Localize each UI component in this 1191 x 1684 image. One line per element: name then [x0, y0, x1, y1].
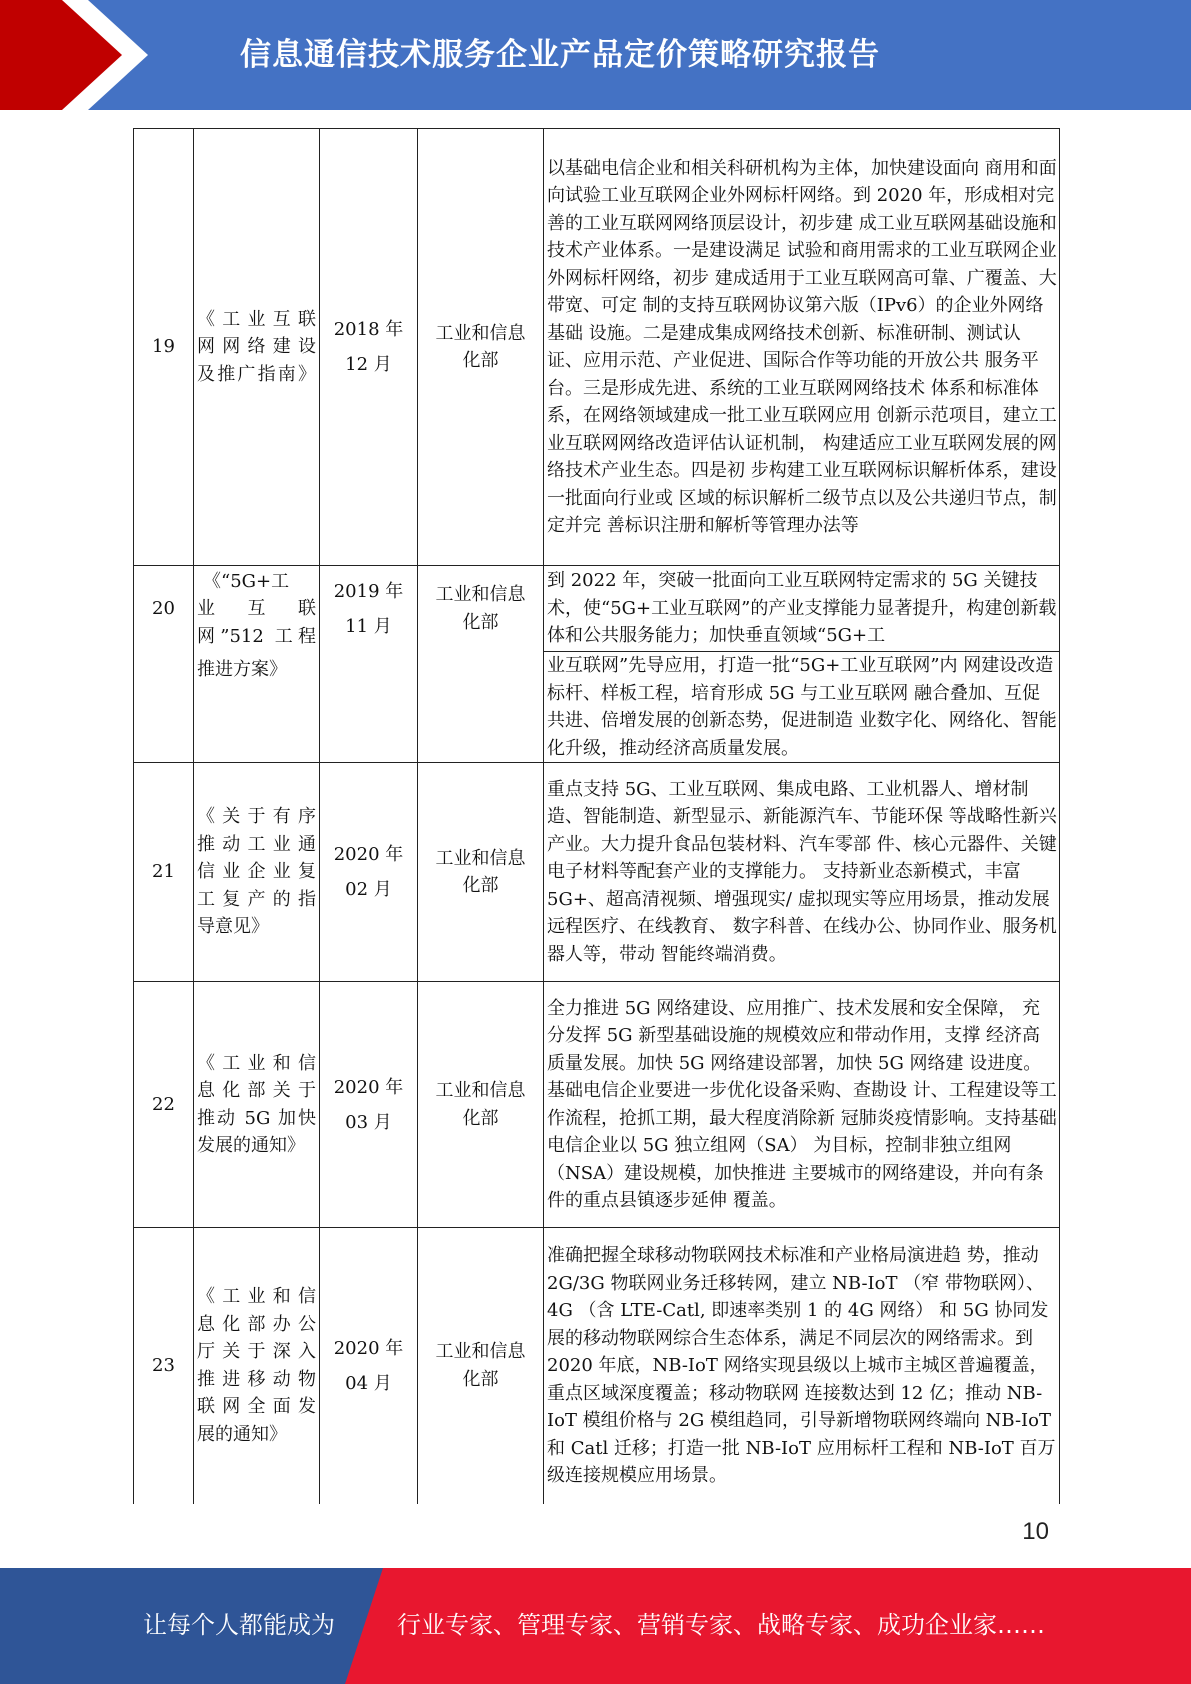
issue-date: [320, 763, 418, 982]
policy-name: [194, 652, 320, 763]
row-number: 22: [134, 982, 194, 1228]
policy-name-line: 及推广指南》: [197, 363, 316, 385]
department-line: 工业和信息: [435, 1080, 526, 1101]
issue-date: [320, 129, 418, 566]
issue-date-empty: [320, 652, 418, 763]
department-line: 化部: [462, 1107, 499, 1129]
policy-name-line: 息化部关于: [197, 1080, 316, 1101]
department-line: 工业和信息: [435, 584, 526, 606]
issue-year: 2019 年: [333, 580, 404, 602]
policy-content: 到 2022 年，突破一批面向工业互联网特定需求的 5G 关键技术，使“5G+工业互联网”的产业支撑能力显著提升，构建创新载体和公共服务能力；加快垂直领域“5G+工: [544, 566, 1060, 652]
issue-month: 11 月: [345, 615, 392, 637]
issue-month: 12 月: [345, 354, 392, 375]
issue-month: 04 月: [345, 1372, 392, 1394]
policy-name-line: 工复产的指: [197, 888, 316, 910]
department-line: 化部: [462, 1368, 499, 1390]
policy-name-line: 《“5G+工: [203, 570, 290, 592]
policy-name: [194, 566, 320, 652]
issue-year: 2018 年: [333, 319, 404, 340]
policy-content: 业互联网”先导应用，打造一批“5G+工业互联网”内 网建设改造标杆、样板工程，培育形成 5G 与工业互联网 融合叠加、互促共进、倍增发展的创新态势，促进制造 业数字化、网络化、智能化升级，推动经济高质量发展。: [544, 652, 1060, 763]
policy-name-line: 息化部办公: [197, 1313, 316, 1335]
policy-name-line: 业 互 联: [197, 598, 316, 619]
footer-slogan-right: 行业专家、管理专家、营销专家、战略专家、成功企业家……: [397, 1611, 1045, 1639]
issue-date: [320, 1228, 418, 1504]
issuing-department: [418, 763, 544, 982]
policy-name-line: 联网全面发: [197, 1396, 316, 1418]
issuing-department: [418, 129, 544, 566]
department-line: 工业和信息: [435, 322, 526, 344]
policy-content: 全力推进 5G 网络建设、应用推广、技术发展和安全保障， 充分发挥 5G 新型基础设施的规模效应和带动作用，支撑 经济高质量发展。加快 5G 网络建设部署，加快 5G 网络建 设进度。基础电信企业要进一步优化设备采购、查勘设 计、工程建设等工作流程，抢抓工期，最大程度消除新 冠肺炎疫情影响。支持基础电信企业以 5G 独立组网（SA） 为目标，控制非独立组网（NSA）建设规模，加快推进 主要城市的网络建设，并向有条件的重点县镇逐步延伸 覆盖。: [544, 982, 1060, 1228]
policy-content: 重点支持 5G、工业互联网、集成电路、工业机器人、增材制造、智能制造、新型显示、新能源汽车、节能环保 等战略性新兴产业。大力提升食品包装材料、汽车零部 件、核心元器件、关键电子材料等配套产业的支撑能力。 支持新业态新模式，丰富 5G+、超高清视频、增强现实/ 虚拟现实等应用场景，推动发展远程医疗、在线教育、 数字科普、在线办公、协同作业、服务机器人等，带动 智能终端消费。: [544, 763, 1060, 982]
policy-name-line: 《工业和信: [197, 1052, 316, 1074]
policy-table: [133, 128, 1060, 1504]
department-line: 工业和信息: [435, 847, 526, 869]
policy-name-line: 《工业和信: [197, 1286, 316, 1308]
table-row: [134, 652, 1060, 763]
policy-name-line: 发展的通知》: [197, 1135, 305, 1156]
table-row: [134, 982, 1060, 1228]
issuing-department: [418, 982, 544, 1228]
policy-name-line: 推动工业通: [197, 833, 316, 855]
row-number: 19: [134, 129, 194, 566]
policy-name: [194, 129, 320, 566]
policy-name: [194, 1228, 320, 1504]
department-line: 化部: [462, 875, 499, 896]
policy-name-line: 网”512 工程: [197, 625, 316, 647]
issuing-department: [418, 566, 544, 652]
issuing-department: [418, 1228, 544, 1504]
row-number: 21: [134, 763, 194, 982]
table-row: [134, 763, 1060, 982]
issue-date: [320, 982, 418, 1228]
policy-name-line: 推进方案》: [197, 658, 287, 680]
policy-name-line: 推进移动物: [197, 1368, 316, 1390]
policy-name-line: 推动 5G 加快: [197, 1107, 316, 1129]
policy-name: [194, 982, 320, 1228]
row-number: 20: [134, 566, 194, 652]
policy-name-line: 导意见》: [197, 916, 269, 938]
table-row: [134, 129, 1060, 566]
department-line: 化部: [462, 611, 499, 633]
issuing-department-empty: [418, 652, 544, 763]
page-number: 10: [1022, 1518, 1049, 1545]
policy-name: [194, 763, 320, 982]
row-number: 23: [134, 1228, 194, 1504]
policy-content: 准确把握全球移动物联网技术标准和产业格局演进趋 势，推动 2G/3G 物联网业务迁移转网，建立 NB-IoT （窄 带物联网）、4G （含 LTE-Catl, 即速率类别 1 的 4G 网络） 和 5G 协同发展的移动物联网综合生态体系，满足不同层次的网络需求。到 2020 年底，NB-IoT 网络实现县级以上城市主城区普遍覆盖，重点区域深度覆盖；移动物联网 连接数达到 12 亿；推动 NB-IoT 模组价格与 2G 模组趋同，引导新增物联网终端向 NB-IoT 和 Catl 迁移；打造一批 NB-IoT 应用标杆工程和 NB-IoT 百万级连接规模应用场景。: [544, 1228, 1060, 1504]
issue-year: 2020 年: [333, 1337, 404, 1359]
page-header: [0, 0, 1191, 110]
row-number-empty: [134, 652, 194, 763]
table-row: [134, 566, 1060, 652]
issue-year: 2020 年: [333, 1076, 404, 1098]
table-row: [134, 1228, 1060, 1504]
issue-month: 02 月: [345, 879, 392, 900]
department-line: 工业和信息: [435, 1341, 526, 1363]
issue-year: 2020 年: [333, 844, 404, 865]
policy-name-line: 网网络建设: [197, 336, 316, 358]
header-title: 信息通信技术服务企业产品定价策略研究报告: [240, 37, 880, 73]
policy-content: 以基础电信企业和相关科研机构为主体，加快建设面向 商用和面向试验工业互联网企业外网标杆网络。到 2020 年，形成相对完善的工业互联网网络顶层设计，初步建 成工业互联网基础设施和技术产业体系。一是建设满足 试验和商用需求的工业互联网企业外网标杆网络，初步 建成适用于工业互联网高可靠、广覆盖、大带宽、可定 制的支持互联网协议第六版（IPv6）的企业外网络基础 设施。二是建成集成网络技术创新、标准研制、测试认 证、应用示范、产业促进、国际合作等功能的开放公共 服务平台。三是形成先进、系统的工业互联网网络技术 体系和标准体系，在网络领域建成一批工业互联网应用 创新示范项目，建立工业互联网网络改造评估认证机制， 构建适应工业互联网发展的网络技术产业生态。四是初 步构建工业互联网标识解析体系，建设一批面向行业或 区域的标识解析二级节点以及公共递归节点，制定并完 善标识注册和解析等管理办法等: [544, 129, 1060, 566]
policy-name-line: 信业企业复: [197, 861, 316, 883]
policy-name-line: 展的通知》: [197, 1423, 287, 1445]
department-line: 化部: [462, 350, 499, 371]
policy-table-wrapper: [133, 128, 1059, 1504]
issue-date: [320, 566, 418, 652]
policy-name-line: 《关于有序: [197, 806, 316, 828]
policy-name-line: 厅关于深入: [197, 1341, 316, 1363]
footer-slogan-left: 让每个人都能成为: [143, 1611, 335, 1639]
policy-name-line: 《工业互联: [197, 308, 316, 330]
page-footer: [0, 1568, 1191, 1684]
issue-month: 03 月: [345, 1111, 392, 1133]
